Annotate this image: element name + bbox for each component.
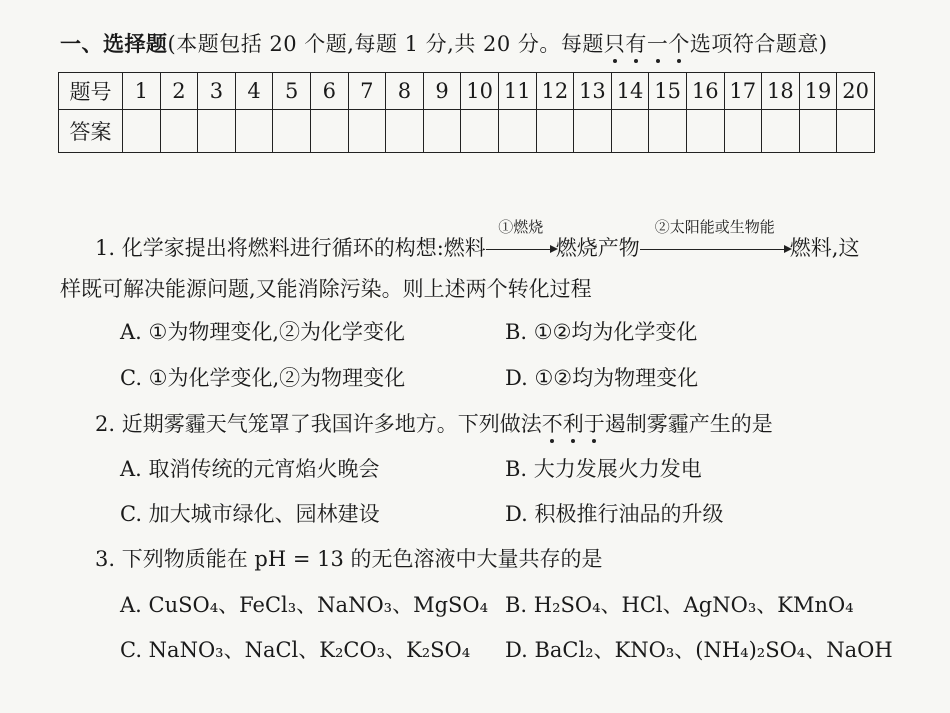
question-2-option-c: C. 加大城市绿化、园林建设	[120, 502, 380, 526]
question-2-text-b: 遏制雾霾产生的是	[604, 412, 773, 436]
number-row-header: 题号	[59, 73, 123, 110]
answer-cell[interactable]	[799, 110, 837, 153]
question-2-emphasis	[542, 412, 605, 436]
number-cell: 17	[724, 73, 762, 110]
number-cell: 11	[498, 73, 536, 110]
section-title-bold: 一、选择题	[60, 31, 168, 56]
answer-cell[interactable]	[724, 110, 762, 153]
question-3-option-d: D. BaCl₂、KNO₃、(NH₄)₂SO₄、NaOH	[505, 638, 893, 662]
arrow-burning-label: ①燃烧	[498, 218, 544, 236]
answer-cell[interactable]	[649, 110, 687, 153]
number-row	[59, 73, 875, 110]
answer-cell[interactable]	[611, 110, 649, 153]
answer-cell[interactable]	[536, 110, 574, 153]
number-cell: 13	[574, 73, 612, 110]
emphasis-char: 不	[541, 412, 563, 436]
question-1-text-b: 燃烧产物	[555, 236, 640, 260]
question-1-text-a: 1. 化学家提出将燃料进行循环的构想:燃料	[95, 236, 486, 260]
question-2-text-a: 2. 近期雾霾天气笼罩了我国许多地方。下列做法	[95, 412, 542, 436]
number-cell: 2	[160, 73, 198, 110]
question-3-option-b: B. H₂SO₄、HCl、AgNO₃、KMnO₄	[505, 593, 854, 617]
answer-cell[interactable]	[386, 110, 424, 153]
number-cell: 18	[762, 73, 800, 110]
emphasis-char: 个	[668, 32, 690, 56]
answer-cell[interactable]	[235, 110, 273, 153]
number-cell: 4	[235, 73, 273, 110]
answer-table	[58, 72, 875, 153]
section-title-emphasis	[604, 32, 690, 56]
question-2-stem	[95, 408, 773, 438]
question-1-option-b: B. ①②均为化学变化	[505, 320, 698, 344]
number-cell: 16	[686, 73, 724, 110]
question-1-text-c: 燃料,这	[789, 236, 860, 260]
emphasis-char: 有	[625, 32, 647, 56]
number-cell: 8	[386, 73, 424, 110]
question-3-stem: 3. 下列物质能在 pH = 13 的无色溶液中大量共存的是	[95, 547, 603, 571]
answer-row-header: 答案	[59, 110, 123, 153]
answer-cell[interactable]	[837, 110, 875, 153]
answer-cell[interactable]	[574, 110, 612, 153]
emphasis-char: 于	[583, 412, 605, 436]
number-cell: 10	[461, 73, 499, 110]
number-cell: 5	[273, 73, 311, 110]
answer-cell[interactable]	[310, 110, 348, 153]
number-cell: 19	[799, 73, 837, 110]
question-3-option-a: A. CuSO₄、FeCl₃、NaNO₃、MgSO₄	[120, 593, 489, 617]
question-1-line-2: 样既可解决能源问题,又能消除污染。则上述两个转化过程	[60, 277, 592, 301]
arrow-right-icon	[486, 249, 556, 251]
answer-cell[interactable]	[348, 110, 386, 153]
emphasis-char: 只	[603, 32, 626, 56]
answer-cell[interactable]	[498, 110, 536, 153]
answer-cell[interactable]	[123, 110, 161, 153]
question-1-line-1	[95, 218, 860, 262]
answer-cell[interactable]	[686, 110, 724, 153]
number-cell: 3	[198, 73, 236, 110]
arrow-solar-label: ②太阳能或生物能	[654, 218, 775, 236]
question-1-option-a: A. ①为物理变化,②为化学变化	[120, 320, 406, 344]
arrow-solar	[640, 218, 790, 260]
number-cell: 6	[310, 73, 348, 110]
answer-cell[interactable]	[423, 110, 461, 153]
question-1-option-c: C. ①为化学变化,②为物理变化	[120, 366, 406, 390]
section-title	[60, 28, 828, 58]
question-2-option-a: A. 取消传统的元宵焰火晚会	[120, 457, 380, 481]
question-2-option-b: B. 大力发展火力发电	[505, 457, 702, 481]
emphasis-char: 一	[646, 32, 669, 56]
answer-cell[interactable]	[198, 110, 236, 153]
emphasis-char: 利	[562, 412, 584, 436]
number-cell: 14	[611, 73, 649, 110]
answer-cell[interactable]	[461, 110, 499, 153]
number-cell: 7	[348, 73, 386, 110]
number-cell: 12	[536, 73, 574, 110]
number-cell: 9	[423, 73, 461, 110]
answer-cell[interactable]	[160, 110, 198, 153]
question-2-option-d: D. 积极推行油品的升级	[505, 502, 724, 526]
section-title-rest-b: 选项符合题意)	[689, 32, 828, 56]
section-title-rest-a: (本题包括 20 个题,每题 1 分,共 20 分。每题	[167, 32, 604, 56]
answer-row	[59, 110, 875, 153]
answer-cell[interactable]	[273, 110, 311, 153]
arrow-burning	[486, 218, 556, 260]
arrow-right-icon	[640, 249, 790, 251]
number-cell: 1	[123, 73, 161, 110]
question-3-option-c: C. NaNO₃、NaCl、K₂CO₃、K₂SO₄	[120, 638, 471, 662]
answer-cell[interactable]	[762, 110, 800, 153]
number-cell: 15	[649, 73, 687, 110]
question-1-option-d: D. ①②均为物理变化	[505, 366, 699, 390]
number-cell: 20	[837, 73, 875, 110]
